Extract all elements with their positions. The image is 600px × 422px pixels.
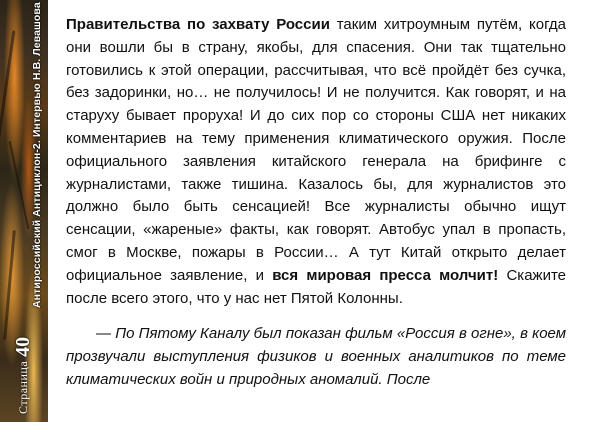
bold-lead: Правительства по захвату России (66, 16, 330, 33)
bold-emphasis: вся мировая пресса молчит! (272, 266, 499, 284)
paragraph-text: таким хитроумным путём, когда они вошли бы в страну, якобы, для спасения. Они так тщательно готовились к этой операции, рассчитывая, что всё пройдёт без сучка, без задоринки, но… не получилось! И не получится. Как говорят, и на старуху бывает проруха! И до сих пор со стороны США нет никаких комментариев на тему применения климатического оружия. После официального заявления китайского генерала на брифинге с журналистами, также тишина. Казалось бы, для журналистов это должно было быть сенсацией! Все журналисты обычно ищут сенсации, «жареные» факты, как говорят. Автобус упал в пропасть, смог в Москве, пожары в России… А тут Китай открыто делает официальное заявление, и (66, 16, 566, 284)
page-number: 40 (12, 336, 34, 357)
spine-decoration (9, 141, 30, 229)
paragraph-2: — По Пятому Каналу был показан фильм «Россия в огне», в коем прозвучали выступления физиков и военных аналитиков по теме климатических войн и природных аномалий. После (66, 325, 566, 388)
page-label: Страница (16, 360, 30, 414)
sidebar-spine (0, 0, 48, 422)
sidebar-author-title: Антироссийский Антициклон-2. Интервью Н.В. Левашова (31, 2, 43, 308)
page-indicator (12, 318, 32, 414)
paragraph-1 (66, 14, 566, 310)
spine-decoration (0, 30, 15, 149)
paragraph-text-end: Скажите после всего этого, что у нас нет Пятой Колонны. (66, 266, 566, 307)
article-body (66, 14, 566, 392)
